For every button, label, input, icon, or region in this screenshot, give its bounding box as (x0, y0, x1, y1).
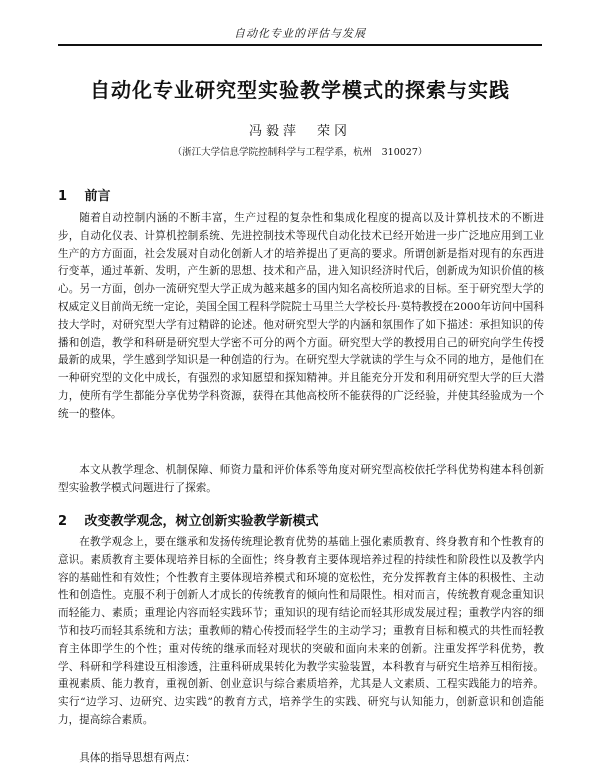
section-title: 前言 (84, 189, 111, 204)
running-header-text: 自动化专业的评估与发展 (234, 27, 366, 40)
paragraph-2-2: 具体的指导思想有两点： (79, 752, 196, 764)
running-header (58, 18, 542, 46)
paragraph-1-2: 本文从教学理念、机制保障、师资力量和评价体系等角度对研究型高校依托学科优势构建本科创新型实验教学模式问题进行了探索。 (58, 464, 544, 494)
section-heading-1 (58, 185, 111, 204)
section-number: 1 (58, 189, 68, 204)
section-title: 改变教学观念，树立创新实验教学新模式 (84, 514, 319, 529)
paragraph-1-1: 随着自动控制内涵的不断丰富，生产过程的复杂性和集成化程度的提高以及计算机技术的不断进步，自动化仪表、计算机控制系统、先进控制技术等现代自动化技术已经开始进一步广泛地应用到工业生产的方方面面，社会发展对自动化创新人才的培养提出了更高的要求。所谓创新是指对现有的东西进行变革，通过革新、发明，产生新的思想、技术和产品，进入知识经济时代后，创新成为知识价值的核心。另一方面，创办一流研究型大学正成为越来越多的国内知名高校所追求的目标。至于研究型大学的权威定义目前尚无统一定论，美国全国工程科学院院士马里兰大学校长丹·莫特教授在2000年访问中国科技大学时，对研究型大学有过精辟的论述。他对研究型大学的内涵和氛围作了如下描述：承担知识的传播和创造，教学和科研是研究型大学密不可分的两个方面。研究型大学的教授用自己的研究向学生传授最新的成果，学生感到学知识是一种创造的行为。在研究型大学就读的学生与众不同的地方，是他们在一种研究型的文化中成长，有强烈的求知愿望和探知精神。并且能充分开发和利用研究型大学的巨大潜力，使所有学生都能分享优势学科资源，获得在其他高校所不能获得的广泛经验，并使其经验成为一个统一的整体。 (58, 212, 544, 420)
section-heading-2 (58, 510, 319, 529)
authors: 冯毅萍 荣冈 (248, 124, 351, 139)
paragraph-2-1: 在教学观念上，要在继承和发扬传统理论教育优势的基础上强化素质教育、终身教育和个性教育的意识。素质教育主要体现培养目标的全面性；终身教育主要体现培养过程的持续性和阶段性以及教学内容的基础性和有效性；个性教育主要体现培养模式和环境的宽松性，充分发挥教育主体的积极性、主动性和创造性。克服不利于创新人才成长的传统教育的倾向性和局限性。相对而言，传统教育观念重知识而轻能力、素质；重理论内容而轻实践环节；重知识的现有结论而轻其形成发展过程；重教学内容的细节和技巧而轻其系统和方法；重教师的精心传授而轻学生的主动学习；重教育目标和模式的共性而轻教育主体即学生的个性；重对传统的继承而轻对现状的突破和面向未来的创新。注重发挥学科优势，教学、科研和学科建设互相渗透，注重科研成果转化为教学实验装置，本科教育与研究生培养互相衔接。重视素质、能力教育，重视创新、创业意识与综合素质培养，尤其是人文素质、工程实践能力的培养。实行“边学习、边研究、边实践”的教育方式，培养学生的实践、研究与认知能力，创新意识和创造能力，提高综合素质。 (58, 536, 544, 726)
affiliation: （浙江大学信息学院控制科学与工程学系，杭州 310027） (172, 147, 428, 158)
section-number: 2 (58, 514, 68, 529)
paper-title: 自动化专业研究型实验教学模式的探索与实践 (90, 78, 510, 102)
